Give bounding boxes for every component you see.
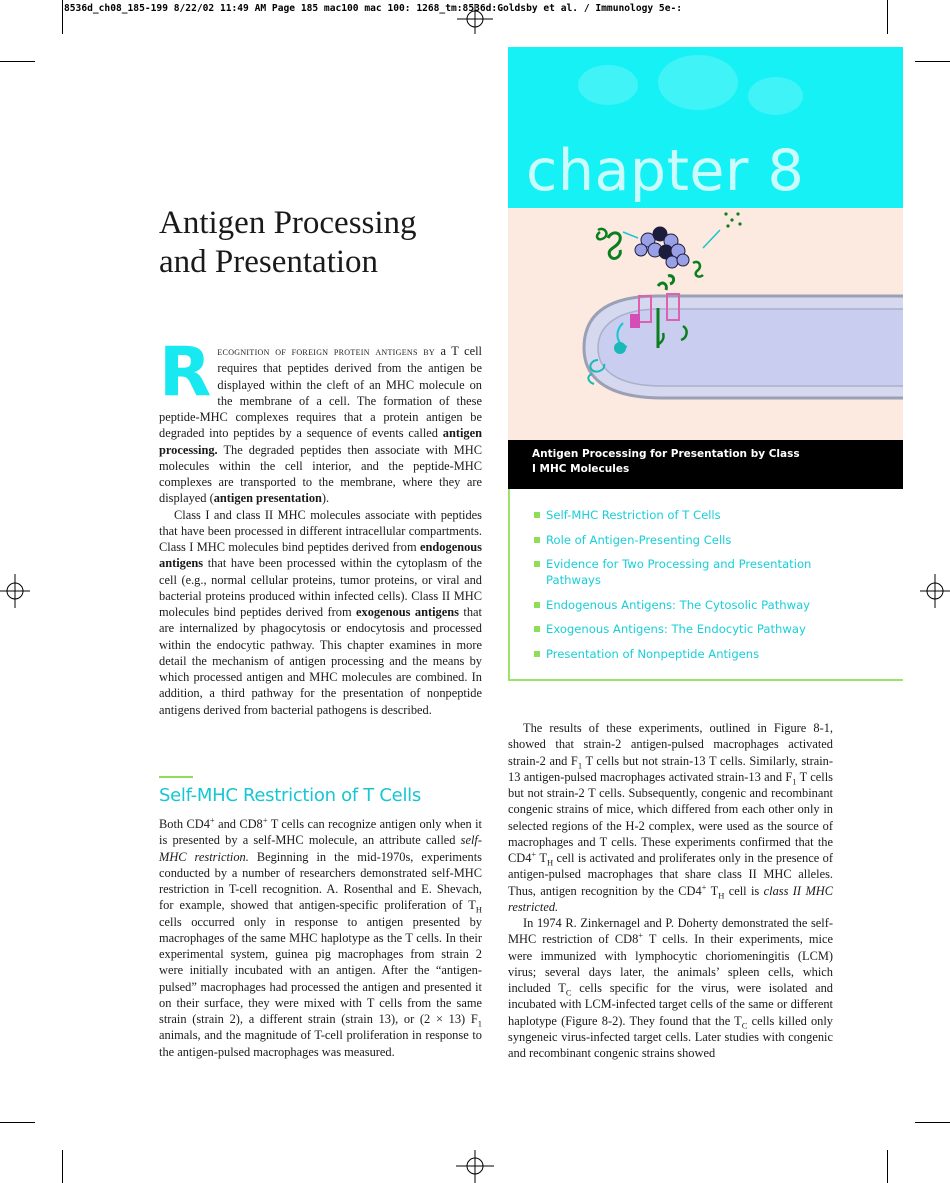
text-run: a T cell requires that peptides derived from the antigen be displayed within the cleft of an MHC molecule on the membrane of a cell. The formation of these peptide-MHC complexes requires that a protein antigen be degraded into peptides by a sequence of events called [159,344,482,441]
title-line: Antigen Processing [159,205,417,241]
outline-item[interactable]: Evidence for Two Processing and Presentation Pathways [534,556,816,588]
subscript: C [741,1019,748,1030]
subscript: 1 [477,1018,482,1029]
body-paragraph [508,915,833,1061]
superscript: + [531,848,537,859]
text-run: and CD8 [214,817,263,831]
key-term: endogenous antigens [159,540,482,571]
outline-item[interactable]: Endogenous Antigens: The Cytosolic Pathway [534,597,816,613]
italic-term: self-MHC restriction. [159,833,482,864]
banner-texture [658,55,738,110]
registration-mark-icon [450,1150,500,1183]
drop-cap: R [159,333,212,412]
body-paragraph [159,816,482,1060]
text-run: T cells but not strain-13 T cells. Similarly, strain-13 antigen-pulsed macrophages activated strain-13 and F [508,753,833,784]
section-body [159,816,482,1060]
crop-mark [62,1150,63,1183]
subscript: H [547,857,554,868]
crop-mark [887,1150,888,1183]
registration-mark-icon [920,574,950,608]
text-run: T [536,851,547,865]
crop-mark [915,61,950,62]
banner-texture [578,65,638,105]
registration-mark-icon [0,574,30,608]
text-run: that have been processed within the cytoplasm of the cell (e.g., normal cellular proteins, tumor proteins, or viral and bacterial proteins produced within infected cells). Class II MHC molecules bind peptides derived from [159,556,482,619]
section-heading: Self-MHC Restriction of T Cells [159,785,421,806]
outline-item[interactable]: Self-MHC Restriction of T Cells [534,507,816,523]
key-term: exogenous antigens [356,605,459,619]
text-run: ). [321,491,330,506]
crop-mark [62,0,63,34]
crop-mark [915,1122,950,1123]
subscript: 1 [577,759,583,770]
chapter-outline [508,489,903,681]
subscript: 1 [792,776,797,787]
superscript: + [262,814,268,825]
outline-item[interactable]: Presentation of Nonpeptide Antigens [534,646,816,662]
text-run: The degraded peptides then associate with MHC molecules within the cell interior, and the peptide-MHC complexes are transported to the membrane, where they are displayed ( [159,442,482,506]
subscript: H [718,889,725,900]
crop-mark [887,0,888,34]
text-run: cell is activated and proliferates only in the presence of antigen-pulsed macrophages that share class II MHC alleles. Thus, antigen recognition by the CD4 [508,851,833,898]
chapter-illustration [508,208,903,440]
section-rule [159,776,193,778]
text-run: T cells. In their experiments, mice were immunized with lymphocytic choriomeningitis (LCM) virus; several days later, the animals’ spleen cells, which included T [508,932,833,995]
crop-mark [0,61,35,62]
intro-paragraph [159,333,482,507]
crop-mark [0,1122,35,1123]
outline-item[interactable]: Exogenous Antigens: The Endocytic Pathway [534,621,816,637]
text-run: T cells but not strain-2 T cells. Subsequently, congenic and recombinant congenic strains of mice, which differed from each other only in selected regions of the H-2 complex, were used as the source of macrophages and T cells. These experiments confirmed that the CD4 [508,769,833,865]
text-run: cells occurred only in response to antigen presented by macrophages of the same MHC haplotype as the T cells. In their experimental system, guinea pig macrophages from strain 2 were initially incubated with an antigen. After the “antigen-pulsed” macrophages had processed the antigen and presented it on their surface, they were mixed with T cells from the same strain (strain 2), a different strain (strain 13), or (2 × 13) F [159,914,482,1026]
chapter-number: chapter 8 [526,138,805,204]
superscript: + [701,881,707,892]
superscript: + [209,814,215,825]
registration-mark-icon [455,4,495,34]
banner-texture [748,77,803,115]
text-run: animals, and the magnitude of T-cell proliferation in response to the antigen-pulsed macrophages was measured. [159,1028,482,1059]
text-run: Beginning in the mid-1970s, experiments conducted by a number of researchers demonstrated self-MHC restriction in T-cell recognition. A. Rosenthal and E. Shevach, for example, showed that antigen-specific proliferation of T [159,849,482,913]
text-run: In 1974 R. Zinkernagel and P. Doherty demonstrated the self-MHC restriction of CD8 [508,916,833,947]
italic-term: class II MHC restricted. [508,883,833,914]
key-term: antigen processing. [159,426,482,457]
right-body [508,720,833,1061]
subscript: C [565,987,572,998]
key-term: antigen presentation [213,491,322,506]
figure-caption: Antigen Processing for Presentation by Class I MHC Molecules [508,440,903,489]
text-run: cells specific for the virus, were isolated and incubated with LCM-infected target cells of the same or different haplotype (Figure 8-2). They found that the T [508,981,834,1028]
title-line: and Presentation [159,244,379,280]
lead-in: ecognition of foreign protein antigens by [217,346,435,358]
text-run: that are internalized by phagocytosis or endocytosis and processed within the endocytic pathway. This chapter examines in more detail the mechanism of antigen processing and the means by which processed antigen and MHC molecules are combined. In addition, a third pathway for the presentation of nonpeptide antigens derived from bacterial pathogens is described. [159,605,482,717]
text-run: cell is [724,883,764,898]
superscript: + [638,930,644,941]
text-run: T [706,883,719,898]
intro-text [159,333,482,718]
text-run: Both CD4 [159,817,210,831]
text-run: Class I and class II MHC molecules associate with peptides that have been processed in different intracellular compartments. Class I MHC molecules bind peptides derived from [159,507,482,554]
text-run: The results of these experiments, outlined in Figure 8-1, showed that strain-2 antigen-pulsed macrophages activated strain-2 and F [508,721,833,768]
outline-item[interactable]: Role of Antigen-Presenting Cells [534,532,816,548]
antigen-processing-illustration [508,208,903,440]
body-paragraph [508,720,833,915]
text-run: T cells can recognize antigen only when it is presented by a self-MHC molecule, an attribute called [159,817,482,848]
printer-slug: 8536d_ch08_185-199 8/22/02 11:49 AM Page 185 mac100 mac 100: 1268_tm:8536d:Goldsby et al. / Immunology 5e-: [64,3,683,14]
outline-list [510,489,903,662]
intro-paragraph [159,507,482,718]
text-run: cells killed only syngeneic virus-infected target cells. Later studies with congenic and recombinant congenic strains showed [508,1013,833,1060]
subscript: H [475,904,482,915]
chapter-title [159,204,417,282]
